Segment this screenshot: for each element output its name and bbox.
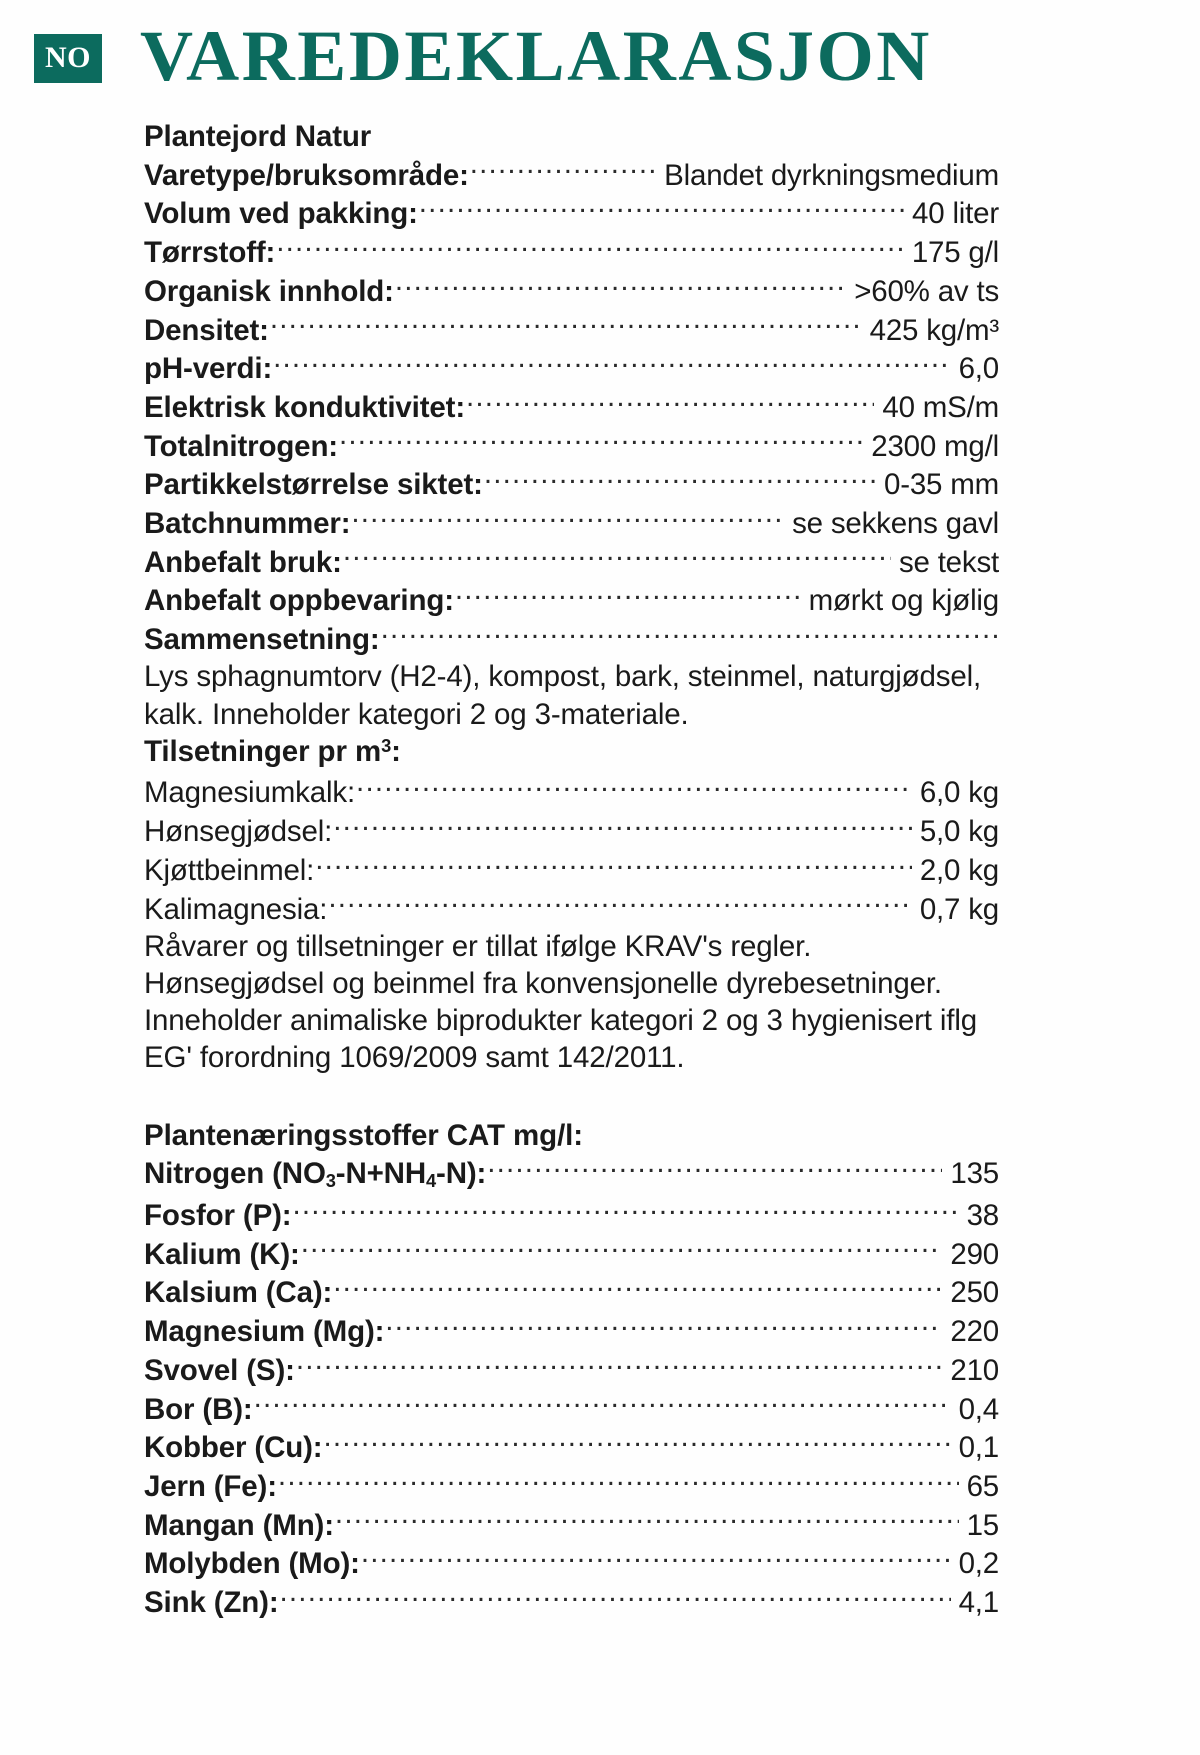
row-label: Magnesium (Mg): xyxy=(144,1315,385,1349)
nutrient-row xyxy=(144,1154,999,1196)
nutrient-row xyxy=(144,1466,999,1505)
nutrients-list xyxy=(144,1154,1175,1621)
row-label: Kalsium (Ca): xyxy=(144,1276,333,1310)
row-value: 6,0 xyxy=(958,352,999,386)
row-value: 0,4 xyxy=(958,1392,999,1426)
row-label: Hønsegjødsel: xyxy=(144,815,333,849)
row-label: Varetype/bruksområde: xyxy=(144,158,469,192)
dot-leader xyxy=(356,773,912,803)
specs-list xyxy=(144,155,1175,658)
row-label: Partikkelstørrelse siktet: xyxy=(144,468,483,502)
row-label: Anbefalt bruk: xyxy=(144,545,342,579)
dot-leader xyxy=(361,1544,951,1574)
nutrient-row xyxy=(144,1544,999,1583)
additives-heading-text: Tilsetninger pr $m^3$: xyxy=(144,734,401,768)
dot-leader xyxy=(484,465,876,495)
nutrient-row xyxy=(144,1350,999,1389)
spec-row xyxy=(144,310,999,349)
dot-leader xyxy=(273,349,950,379)
nutrient-row xyxy=(144,1389,999,1428)
dot-leader xyxy=(323,1428,950,1458)
nutrient-row xyxy=(144,1505,999,1544)
row-value: 220 xyxy=(950,1315,999,1349)
spec-row xyxy=(144,349,999,388)
row-value: 210 xyxy=(950,1353,999,1387)
row-label: Organisk innhold: xyxy=(144,274,394,308)
additive-row xyxy=(144,889,999,928)
spec-row xyxy=(144,581,999,620)
row-label: Mangan (Mn): xyxy=(144,1508,334,1542)
row-value: se tekst xyxy=(898,545,999,579)
row-value: 40 mS/m xyxy=(882,390,999,424)
dot-leader xyxy=(343,542,891,572)
row-label: Elektrisk konduktivitet: xyxy=(144,390,465,424)
row-label: Densitet: xyxy=(144,313,269,347)
composition-line-1: Lys sphagnumtorv (H2-4), kompost, bark, steinmel, naturgjødsel, xyxy=(144,660,982,694)
additives-list xyxy=(144,773,1175,928)
row-label: Tørrstoff: xyxy=(144,236,276,270)
dot-leader xyxy=(333,1273,942,1303)
section-spacer xyxy=(144,1077,1175,1117)
nutrients-heading: Plantenæringsstoffer CAT mg/l: xyxy=(144,1118,583,1152)
row-label: pH-verdi: xyxy=(144,352,273,386)
dot-leader xyxy=(270,310,862,340)
dot-leader xyxy=(315,850,912,880)
row-label: Kobber (Cu): xyxy=(144,1431,323,1465)
dot-leader xyxy=(280,1583,951,1613)
row-label: Molybden (Mo): xyxy=(144,1547,360,1581)
composition-line-2: kalk. Inneholder kategori 2 og 3-materiale. xyxy=(144,697,689,731)
additives-heading xyxy=(144,733,1175,773)
row-value: 0-35 mm xyxy=(884,468,999,502)
nutrient-row xyxy=(144,1234,999,1273)
declaration-body xyxy=(0,96,1200,1621)
row-value: 6,0 kg xyxy=(919,776,999,810)
language-badge: NO xyxy=(34,34,102,83)
dot-leader xyxy=(466,387,874,417)
row-label: Batchnummer: xyxy=(144,507,351,541)
row-label: Nitrogen $(NO_3-N+NH_4-N)$: xyxy=(144,1157,487,1192)
regulatory-line-4: EG' forordning 1069/2009 samt 142/2011. xyxy=(144,1041,685,1075)
row-label: Fosfor (P): xyxy=(144,1198,292,1232)
spec-row xyxy=(144,233,999,272)
spec-row xyxy=(144,155,999,194)
row-value: se sekkens gavl xyxy=(792,507,999,541)
row-value: 65 xyxy=(966,1469,999,1503)
row-label: Svovel (S): xyxy=(144,1353,295,1387)
row-value: 4,1 xyxy=(958,1586,999,1620)
spec-row xyxy=(144,542,999,581)
row-value: 250 xyxy=(950,1276,999,1310)
dot-leader xyxy=(419,194,904,224)
product-name: Plantejord Natur xyxy=(144,120,372,153)
row-value: 38 xyxy=(966,1198,999,1232)
row-value: 175 g/l xyxy=(911,236,999,270)
dot-leader xyxy=(470,155,656,185)
document-header xyxy=(0,0,1200,96)
nutrient-row xyxy=(144,1273,999,1312)
row-value: 290 xyxy=(950,1237,999,1271)
spec-row xyxy=(144,271,999,310)
row-value: 0,1 xyxy=(958,1431,999,1465)
regulatory-line-1: Råvarer og tillsetninger er tillat ifølge KRAV's regler. xyxy=(144,929,812,963)
dot-leader xyxy=(395,271,846,301)
row-value: 135 xyxy=(950,1157,999,1191)
additive-row xyxy=(144,850,999,889)
row-value: 2,0 kg xyxy=(919,853,999,887)
row-value: 425 kg/m³ xyxy=(869,313,999,347)
row-label: Sammensetning: xyxy=(144,623,380,657)
dot-leader xyxy=(487,1154,942,1184)
dot-leader xyxy=(296,1350,943,1380)
row-label: Sink (Zn): xyxy=(144,1586,279,1620)
dot-leader xyxy=(339,426,863,456)
dot-leader xyxy=(301,1234,943,1264)
row-value: mørkt og kjølig xyxy=(808,584,999,618)
row-label: Kalium (K): xyxy=(144,1237,300,1271)
dot-leader xyxy=(328,889,911,919)
additive-row xyxy=(144,812,999,851)
row-label: Volum ved pakking: xyxy=(144,197,418,231)
row-value: Blandet dyrkningsmedium xyxy=(664,158,999,192)
dot-leader xyxy=(455,581,801,611)
dot-leader xyxy=(351,504,784,534)
nutrient-row xyxy=(144,1583,999,1622)
nutrient-row xyxy=(144,1428,999,1467)
regulatory-line-3: Inneholder animaliske biprodukter kategori 2 og 3 hygienisert iflg xyxy=(144,1004,977,1038)
spec-row xyxy=(144,194,999,233)
dot-leader xyxy=(381,620,998,650)
row-value: >60% av ts xyxy=(854,274,999,308)
row-label: Totalnitrogen: xyxy=(144,429,338,463)
dot-leader xyxy=(385,1312,942,1342)
row-label: Kalimagnesia: xyxy=(144,892,328,926)
spec-row xyxy=(144,465,999,504)
nutrient-row xyxy=(144,1312,999,1351)
regulatory-line-2: Hønsegjødsel og beinmel fra konvensjonelle dyrebesetninger. xyxy=(144,966,942,1000)
spec-row xyxy=(144,426,999,465)
row-label: Kjøttbeinmel: xyxy=(144,853,315,887)
spec-row xyxy=(144,387,999,426)
dot-leader xyxy=(292,1195,958,1225)
spec-row xyxy=(144,620,999,659)
row-value: 15 xyxy=(966,1508,999,1542)
row-value: 0,2 xyxy=(958,1547,999,1581)
dot-leader xyxy=(333,812,912,842)
row-value: 40 liter xyxy=(912,197,999,231)
dot-leader xyxy=(276,233,904,263)
row-value: 2300 mg/l xyxy=(871,429,999,463)
row-value: 0,7 kg xyxy=(919,892,999,926)
row-label: Jern (Fe): xyxy=(144,1469,277,1503)
nutrient-row xyxy=(144,1195,999,1234)
additive-row xyxy=(144,773,999,812)
row-value: 5,0 kg xyxy=(919,815,999,849)
row-label: Magnesiumkalk: xyxy=(144,776,356,810)
row-label: Anbefalt oppbevaring: xyxy=(144,584,454,618)
page-title: VAREDEKLARASJON xyxy=(140,16,932,96)
dot-leader xyxy=(278,1466,959,1496)
dot-leader xyxy=(335,1505,959,1535)
spec-row xyxy=(144,504,999,543)
dot-leader xyxy=(254,1389,951,1419)
row-label: Bor (B): xyxy=(144,1392,253,1426)
